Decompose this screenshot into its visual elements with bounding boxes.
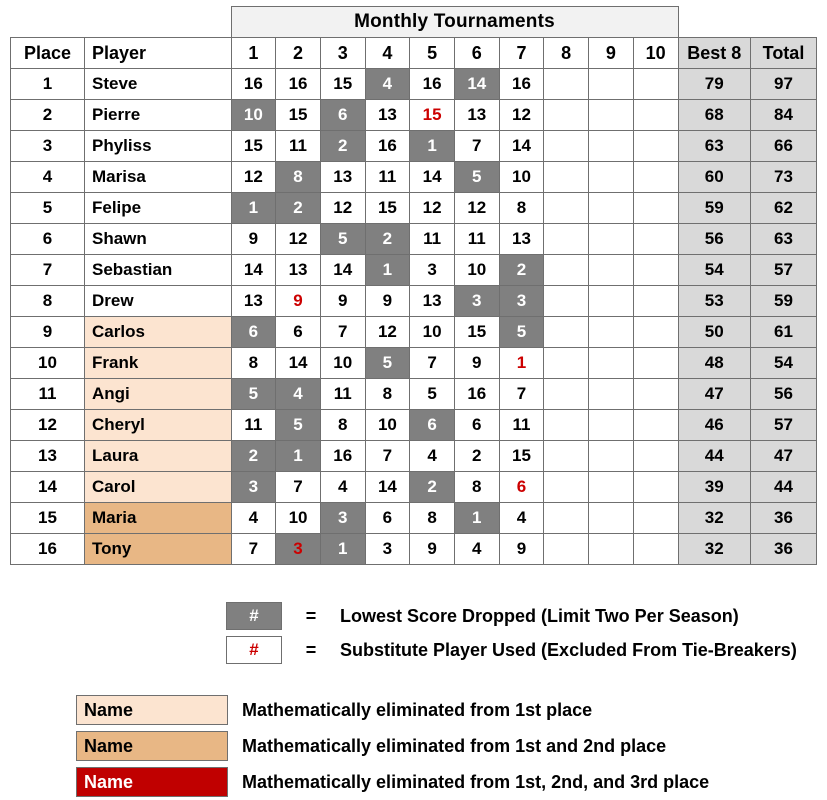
cell-score-t4: 8 <box>365 379 410 410</box>
cell-score-t3: 13 <box>320 162 365 193</box>
col-header-total: Total <box>751 38 817 69</box>
cell-score-t3: 15 <box>320 69 365 100</box>
cell-score-t10 <box>633 410 678 441</box>
cell-score-t5: 4 <box>410 441 455 472</box>
cell-score-t10 <box>633 162 678 193</box>
cell-player: Felipe <box>85 193 232 224</box>
cell-total: 57 <box>751 255 817 286</box>
cell-score-t2: 5 <box>276 410 321 441</box>
col-header-t6: 6 <box>454 38 499 69</box>
cell-place: 15 <box>11 503 85 534</box>
cell-score-t10 <box>633 317 678 348</box>
cell-score-t8 <box>544 162 589 193</box>
cell-total: 63 <box>751 224 817 255</box>
cell-score-t1: 2 <box>231 441 276 472</box>
cell-score-t10 <box>633 255 678 286</box>
cell-score-t2: 13 <box>276 255 321 286</box>
cell-score-t4: 5 <box>365 348 410 379</box>
cell-score-t4: 16 <box>365 131 410 162</box>
cell-score-t4: 15 <box>365 193 410 224</box>
column-header-row <box>11 38 817 69</box>
cell-total: 57 <box>751 410 817 441</box>
cell-player: Laura <box>85 441 232 472</box>
banner-spacer-player <box>85 7 232 38</box>
legend-color-swatch-elim2: Name <box>76 731 228 761</box>
table-row <box>11 348 817 379</box>
cell-score-t5: 11 <box>410 224 455 255</box>
cell-score-t1: 4 <box>231 503 276 534</box>
cell-score-t9 <box>589 534 634 565</box>
cell-score-t10 <box>633 441 678 472</box>
legend-colors <box>76 693 817 799</box>
cell-place: 4 <box>11 162 85 193</box>
cell-score-t9 <box>589 317 634 348</box>
cell-best8: 54 <box>678 255 751 286</box>
cell-score-t8 <box>544 131 589 162</box>
cell-score-t6: 16 <box>454 379 499 410</box>
cell-score-t7: 12 <box>499 100 544 131</box>
cell-score-t5: 9 <box>410 534 455 565</box>
cell-score-t10 <box>633 224 678 255</box>
cell-score-t9 <box>589 348 634 379</box>
cell-score-t5: 15 <box>410 100 455 131</box>
cell-best8: 47 <box>678 379 751 410</box>
cell-score-t1: 16 <box>231 69 276 100</box>
cell-score-t9 <box>589 69 634 100</box>
cell-place: 2 <box>11 100 85 131</box>
cell-best8: 44 <box>678 441 751 472</box>
cell-score-t2: 8 <box>276 162 321 193</box>
banner-spacer-total <box>751 7 817 38</box>
cell-score-t7: 11 <box>499 410 544 441</box>
col-header-player: Player <box>85 38 232 69</box>
table-row <box>11 503 817 534</box>
cell-score-t7: 10 <box>499 162 544 193</box>
cell-score-t9 <box>589 131 634 162</box>
table-row <box>11 100 817 131</box>
cell-total: 66 <box>751 131 817 162</box>
cell-player: Phyliss <box>85 131 232 162</box>
legend-color-row-2 <box>76 729 817 763</box>
cell-score-t7: 13 <box>499 224 544 255</box>
cell-score-t9 <box>589 410 634 441</box>
cell-score-t5: 5 <box>410 379 455 410</box>
cell-score-t4: 11 <box>365 162 410 193</box>
table-row <box>11 410 817 441</box>
cell-total: 97 <box>751 69 817 100</box>
col-header-t4: 4 <box>365 38 410 69</box>
cell-score-t10 <box>633 348 678 379</box>
cell-score-t6: 13 <box>454 100 499 131</box>
col-header-t10: 10 <box>633 38 678 69</box>
cell-player: Sebastian <box>85 255 232 286</box>
cell-player: Marisa <box>85 162 232 193</box>
cell-score-t1: 10 <box>231 100 276 131</box>
cell-score-t5: 10 <box>410 317 455 348</box>
cell-total: 61 <box>751 317 817 348</box>
cell-score-t1: 7 <box>231 534 276 565</box>
cell-place: 9 <box>11 317 85 348</box>
cell-score-t5: 14 <box>410 162 455 193</box>
cell-place: 3 <box>11 131 85 162</box>
col-header-t2: 2 <box>276 38 321 69</box>
cell-score-t9 <box>589 162 634 193</box>
cell-best8: 39 <box>678 472 751 503</box>
cell-score-t6: 4 <box>454 534 499 565</box>
col-header-place: Place <box>11 38 85 69</box>
cell-score-t4: 9 <box>365 286 410 317</box>
legend-sub-equals: = <box>305 639 317 660</box>
cell-total: 73 <box>751 162 817 193</box>
cell-score-t6: 2 <box>454 441 499 472</box>
cell-score-t9 <box>589 224 634 255</box>
cell-score-t1: 11 <box>231 410 276 441</box>
legend-color-text-elim2: Mathematically eliminated from 1st and 2nd place <box>242 735 667 756</box>
legend-row-drop <box>226 599 817 633</box>
cell-place: 5 <box>11 193 85 224</box>
cell-score-t10 <box>633 69 678 100</box>
banner-spacer-best8 <box>678 7 751 38</box>
cell-score-t3: 7 <box>320 317 365 348</box>
cell-place: 1 <box>11 69 85 100</box>
col-header-t1: 1 <box>231 38 276 69</box>
cell-score-t10 <box>633 472 678 503</box>
cell-total: 59 <box>751 286 817 317</box>
cell-score-t1: 14 <box>231 255 276 286</box>
cell-score-t4: 7 <box>365 441 410 472</box>
cell-score-t3: 14 <box>320 255 365 286</box>
cell-score-t2: 7 <box>276 472 321 503</box>
cell-score-t3: 8 <box>320 410 365 441</box>
cell-score-t7: 5 <box>499 317 544 348</box>
cell-score-t2: 6 <box>276 317 321 348</box>
cell-score-t7: 8 <box>499 193 544 224</box>
legend-sub-swatch: # <box>226 636 282 664</box>
standings-table-body <box>11 7 817 565</box>
cell-player: Cheryl <box>85 410 232 441</box>
cell-score-t5: 3 <box>410 255 455 286</box>
cell-score-t9 <box>589 193 634 224</box>
table-row <box>11 534 817 565</box>
legend-drop-text: Lowest Score Dropped (Limit Two Per Season) <box>340 605 739 626</box>
standings-table <box>10 6 817 565</box>
cell-score-t8 <box>544 410 589 441</box>
cell-score-t3: 16 <box>320 441 365 472</box>
cell-score-t8 <box>544 100 589 131</box>
cell-score-t7: 6 <box>499 472 544 503</box>
cell-score-t2: 12 <box>276 224 321 255</box>
legend-color-text-elim3: Mathematically eliminated from 1st, 2nd, and 3rd place <box>242 771 710 792</box>
banner-spacer-place <box>11 7 85 38</box>
table-row <box>11 472 817 503</box>
cell-place: 14 <box>11 472 85 503</box>
legend-color-swatch-elim1: Name <box>76 695 228 725</box>
cell-score-t2: 11 <box>276 131 321 162</box>
cell-score-t5: 16 <box>410 69 455 100</box>
cell-best8: 60 <box>678 162 751 193</box>
col-header-best8: Best 8 <box>678 38 751 69</box>
cell-score-t10 <box>633 379 678 410</box>
cell-score-t2: 4 <box>276 379 321 410</box>
cell-score-t1: 5 <box>231 379 276 410</box>
table-row <box>11 286 817 317</box>
cell-score-t6: 6 <box>454 410 499 441</box>
cell-score-t1: 12 <box>231 162 276 193</box>
cell-score-t6: 12 <box>454 193 499 224</box>
cell-score-t4: 10 <box>365 410 410 441</box>
cell-score-t7: 15 <box>499 441 544 472</box>
cell-score-t4: 13 <box>365 100 410 131</box>
cell-score-t9 <box>589 286 634 317</box>
cell-score-t6: 14 <box>454 69 499 100</box>
cell-best8: 46 <box>678 410 751 441</box>
cell-total: 36 <box>751 534 817 565</box>
cell-best8: 32 <box>678 503 751 534</box>
cell-total: 36 <box>751 503 817 534</box>
cell-score-t8 <box>544 472 589 503</box>
cell-score-t6: 7 <box>454 131 499 162</box>
cell-player: Shawn <box>85 224 232 255</box>
table-row <box>11 379 817 410</box>
cell-player: Tony <box>85 534 232 565</box>
cell-score-t8 <box>544 348 589 379</box>
cell-score-t3: 4 <box>320 472 365 503</box>
cell-score-t1: 6 <box>231 317 276 348</box>
cell-score-t4: 6 <box>365 503 410 534</box>
cell-score-t9 <box>589 100 634 131</box>
cell-best8: 32 <box>678 534 751 565</box>
cell-score-t2: 10 <box>276 503 321 534</box>
cell-total: 84 <box>751 100 817 131</box>
cell-score-t5: 12 <box>410 193 455 224</box>
cell-score-t10 <box>633 100 678 131</box>
cell-score-t5: 6 <box>410 410 455 441</box>
cell-score-t9 <box>589 379 634 410</box>
cell-score-t7: 2 <box>499 255 544 286</box>
cell-best8: 53 <box>678 286 751 317</box>
banner-title: Monthly Tournaments <box>231 7 678 38</box>
cell-place: 12 <box>11 410 85 441</box>
cell-place: 7 <box>11 255 85 286</box>
legend-color-text-elim1: Mathematically eliminated from 1st place <box>242 699 593 720</box>
table-row <box>11 193 817 224</box>
cell-score-t3: 1 <box>320 534 365 565</box>
cell-score-t3: 6 <box>320 100 365 131</box>
cell-score-t2: 2 <box>276 193 321 224</box>
cell-score-t8 <box>544 69 589 100</box>
cell-score-t1: 15 <box>231 131 276 162</box>
cell-score-t2: 3 <box>276 534 321 565</box>
cell-score-t1: 3 <box>231 472 276 503</box>
cell-score-t1: 13 <box>231 286 276 317</box>
cell-score-t5: 8 <box>410 503 455 534</box>
legend-row-sub <box>226 633 817 667</box>
cell-place: 10 <box>11 348 85 379</box>
cell-score-t4: 4 <box>365 69 410 100</box>
cell-player: Carlos <box>85 317 232 348</box>
cell-total: 56 <box>751 379 817 410</box>
cell-best8: 50 <box>678 317 751 348</box>
cell-score-t7: 3 <box>499 286 544 317</box>
cell-score-t6: 15 <box>454 317 499 348</box>
cell-score-t6: 11 <box>454 224 499 255</box>
cell-score-t10 <box>633 503 678 534</box>
cell-player: Drew <box>85 286 232 317</box>
cell-score-t10 <box>633 534 678 565</box>
cell-score-t2: 9 <box>276 286 321 317</box>
legend-sub-text: Substitute Player Used (Excluded From Tie-Breakers) <box>340 639 797 660</box>
cell-total: 44 <box>751 472 817 503</box>
table-row <box>11 69 817 100</box>
table-row <box>11 131 817 162</box>
cell-score-t9 <box>589 255 634 286</box>
cell-score-t2: 15 <box>276 100 321 131</box>
cell-player: Maria <box>85 503 232 534</box>
cell-player: Steve <box>85 69 232 100</box>
cell-score-t3: 10 <box>320 348 365 379</box>
table-row <box>11 224 817 255</box>
cell-place: 16 <box>11 534 85 565</box>
cell-total: 54 <box>751 348 817 379</box>
cell-score-t6: 9 <box>454 348 499 379</box>
cell-score-t6: 1 <box>454 503 499 534</box>
cell-score-t2: 14 <box>276 348 321 379</box>
cell-score-t4: 1 <box>365 255 410 286</box>
cell-score-t7: 1 <box>499 348 544 379</box>
cell-score-t10 <box>633 131 678 162</box>
cell-score-t9 <box>589 503 634 534</box>
col-header-t3: 3 <box>320 38 365 69</box>
cell-score-t7: 14 <box>499 131 544 162</box>
cell-best8: 68 <box>678 100 751 131</box>
cell-score-t2: 16 <box>276 69 321 100</box>
col-header-t9: 9 <box>589 38 634 69</box>
table-row <box>11 441 817 472</box>
cell-player: Frank <box>85 348 232 379</box>
cell-score-t8 <box>544 286 589 317</box>
legend-keys <box>226 599 817 667</box>
cell-place: 6 <box>11 224 85 255</box>
table-row <box>11 255 817 286</box>
cell-score-t4: 3 <box>365 534 410 565</box>
cell-score-t5: 2 <box>410 472 455 503</box>
cell-score-t8 <box>544 379 589 410</box>
col-header-t7: 7 <box>499 38 544 69</box>
cell-place: 11 <box>11 379 85 410</box>
legend-drop-swatch: # <box>226 602 282 630</box>
cell-score-t4: 14 <box>365 472 410 503</box>
cell-score-t8 <box>544 224 589 255</box>
cell-score-t8 <box>544 255 589 286</box>
cell-score-t4: 2 <box>365 224 410 255</box>
cell-score-t7: 4 <box>499 503 544 534</box>
cell-best8: 48 <box>678 348 751 379</box>
cell-score-t9 <box>589 472 634 503</box>
cell-score-t9 <box>589 441 634 472</box>
banner-row <box>11 7 817 38</box>
cell-best8: 56 <box>678 224 751 255</box>
cell-player: Pierre <box>85 100 232 131</box>
col-header-t5: 5 <box>410 38 455 69</box>
cell-place: 13 <box>11 441 85 472</box>
cell-best8: 79 <box>678 69 751 100</box>
cell-score-t5: 7 <box>410 348 455 379</box>
cell-player: Carol <box>85 472 232 503</box>
cell-score-t4: 12 <box>365 317 410 348</box>
cell-score-t3: 12 <box>320 193 365 224</box>
cell-score-t10 <box>633 193 678 224</box>
table-row <box>11 317 817 348</box>
legend-color-row-3 <box>76 765 817 799</box>
cell-score-t7: 16 <box>499 69 544 100</box>
cell-score-t8 <box>544 193 589 224</box>
cell-score-t7: 9 <box>499 534 544 565</box>
cell-score-t3: 2 <box>320 131 365 162</box>
cell-best8: 59 <box>678 193 751 224</box>
cell-place: 8 <box>11 286 85 317</box>
cell-score-t5: 13 <box>410 286 455 317</box>
cell-score-t7: 7 <box>499 379 544 410</box>
cell-player: Angi <box>85 379 232 410</box>
cell-score-t3: 5 <box>320 224 365 255</box>
col-header-t8: 8 <box>544 38 589 69</box>
cell-score-t8 <box>544 534 589 565</box>
cell-score-t6: 3 <box>454 286 499 317</box>
cell-best8: 63 <box>678 131 751 162</box>
legend-color-row-1 <box>76 693 817 727</box>
cell-score-t10 <box>633 286 678 317</box>
cell-score-t3: 11 <box>320 379 365 410</box>
legend-color-swatch-elim3: Name <box>76 767 228 797</box>
cell-total: 47 <box>751 441 817 472</box>
cell-score-t5: 1 <box>410 131 455 162</box>
cell-score-t3: 3 <box>320 503 365 534</box>
cell-score-t1: 1 <box>231 193 276 224</box>
cell-score-t2: 1 <box>276 441 321 472</box>
cell-score-t8 <box>544 441 589 472</box>
cell-score-t8 <box>544 317 589 348</box>
cell-score-t8 <box>544 503 589 534</box>
cell-score-t6: 10 <box>454 255 499 286</box>
cell-score-t6: 5 <box>454 162 499 193</box>
cell-total: 62 <box>751 193 817 224</box>
legend-drop-equals: = <box>305 605 317 626</box>
cell-score-t1: 9 <box>231 224 276 255</box>
cell-score-t3: 9 <box>320 286 365 317</box>
cell-score-t1: 8 <box>231 348 276 379</box>
table-row <box>11 162 817 193</box>
cell-score-t6: 8 <box>454 472 499 503</box>
